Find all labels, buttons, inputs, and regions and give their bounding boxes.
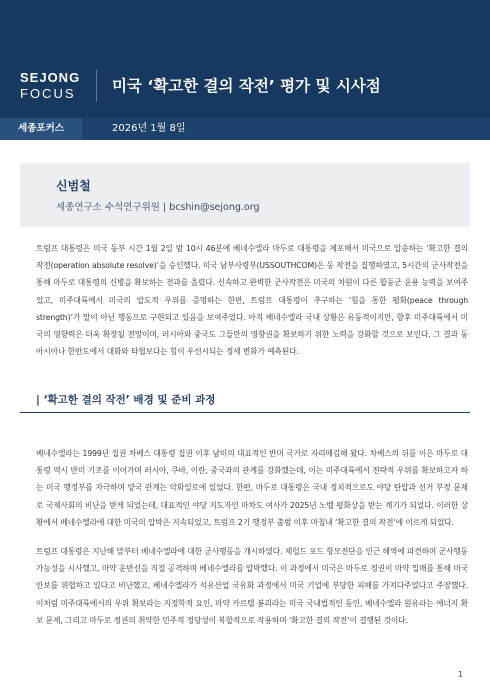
report-header — [0, 0, 490, 140]
brand-divider — [96, 70, 97, 102]
brand-line2: FOCUS — [20, 86, 76, 101]
series-bar — [0, 118, 490, 140]
brand-line1: SEJONG — [20, 70, 81, 85]
intro-paragraph: 트럼프 대통령은 미국 동부 시간 1월 2일 밤 10시 46분에 베네수엘라 마두로 대통령을 체포해서 미국으로 압송하는 ‘확고한 결의 작전(operation absolute resolve)’을 승인했다. 미국 남부사령부(USSOUTHCOM)은 동 작전을 집행하였고, 5시간의 군사작전을 통해 마두로 대통령의 신병을 확보하는 전과를 올렸다. 신속하고 완벽한 군사작전은 미국의 차원이 다른 합동군 운용 능력을 보여주었고, 미주대륙에서 미국의 압도적 우위를 증명하는 한편, 트럼프 대통령이 추구하는 ‘힘을 통한 평화(peace through strength)’가 말이 아닌 행동으로 구현되고 있음을 보여주었다. 아직 베네수엘라 국내 상황은 유동적이지만, 향후 미주대륙에서 미국의 영향력은 더욱 확장될 전망이며, 러시아와 중국도 그들만의 영향권을 확보하기 위한 노력을 강화할 것으로 보인다. 그 결과 동아시아나 한반도에서 대화와 타협보다는 힘이 우선시되는 정세 변화가 예측된다. — [36, 244, 468, 357]
page-number: 1 — [458, 670, 464, 679]
section-paragraph-2: 트럼프 대통령은 지난해 말부터 베네수엘라에 대한 군사행동을 개시하였다. 제럴드 포드 항모전단을 인근 해역에 파견하며 군사행동 가능성을 시사했고, 마약 운반선을 직접 공격하며 베네수엘라를 압박했다. 이 과정에서 미국은 마두로 정권이 마약 밀매를 통해 미국 안보를 위협하고 있다고 비난했고, 베네수엘라가 석유산업 국유화 과정에서 미국 기업에 부당한 피해를 가져다주었다고 주장했다. 이처럼 미주대륙에서의 우위 확보라는 지정학적 요인, 마약 카르텔 봉괴라는 미국 국내법적인 동인, 베네수엘라 원유라는 에너지 확보 문제, 그리고 마두로 정권의 취약한 민주적 정당성이 복합적으로 작용하며 ‘확고한 결의 작전’이 결행된 것이다. — [36, 547, 468, 625]
series-label: 세종포커스 — [0, 118, 82, 140]
author-box — [20, 163, 470, 227]
section-paragraph-1: 베네수엘라는 1999년 집권 차베스 대통령 집권 이후 남미의 대표적인 반미 국가로 자리매김해 왔다. 차베스의 뒤를 이은 마두로 대통령 역시 반미 기조를 이어가며 러시아, 쿠바, 이란, 중국과의 관계를 강화했는데, 이는 미주대륙에서 전략적 우위를 확보하고자 하는 미국 행정부를 자극하며 양국 관계는 악화일로에 있었다. 한편, 마두로 대통령은 국내 정치적으로도 야당 탄압과 선거 부정 문제로 국제사회의 비난을 받게 되었는데, 대표적인 야당 지도자인 마차도 여사가 2025년 노벨 평화상을 받는 계기가 되었다. 이러한 상황에서 베네수엘라에 대한 미국의 압박은 지속되었고, 트럼프 2기 행정부 출범 이후 마침내 ‘확고한 결의 작전’에 이르게 되었다. — [36, 449, 468, 527]
author-name: 신범철 — [56, 179, 91, 193]
section-heading: | ‘확고한 결의 작전’ 배경 및 준비 과정 — [36, 394, 216, 406]
publication-date: 2026년 1월 8일 — [112, 123, 186, 134]
report-title: 미국 ‘확고한 결의 작전’ 평가 및 시사점 — [112, 77, 381, 95]
sejong-focus-logo — [20, 70, 80, 102]
author-affiliation: 세종연구소 수석연구위원 | bcshin@sejong.org — [56, 202, 260, 213]
section-divider — [20, 412, 470, 413]
